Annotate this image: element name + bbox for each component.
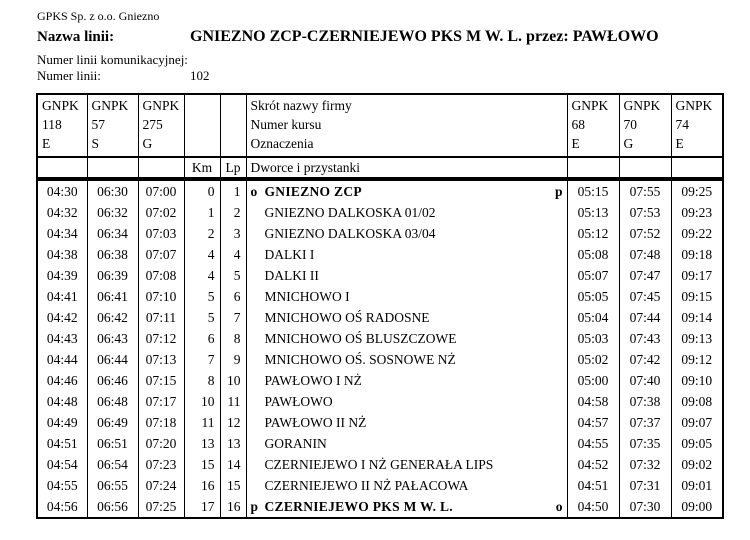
departure-time-cell: 04:39 <box>37 265 87 286</box>
table-row <box>37 223 723 244</box>
table-row <box>37 496 723 518</box>
departure-time-cell: 06:56 <box>87 496 138 518</box>
km-cell: 6 <box>184 328 220 349</box>
departure-time-cell: 06:34 <box>87 223 138 244</box>
km-cell: 4 <box>184 244 220 265</box>
km-cell: 4 <box>184 265 220 286</box>
departure-time-cell: 04:56 <box>37 496 87 518</box>
return-time-cell: 05:07 <box>567 265 619 286</box>
departure-time-cell: 06:39 <box>87 265 138 286</box>
departure-time-cell: 06:51 <box>87 433 138 454</box>
stop-cell <box>246 307 567 328</box>
line-number-value: 102 <box>190 68 210 83</box>
course-company: GNPK <box>571 98 609 113</box>
return-time-cell: 05:15 <box>567 180 619 202</box>
course-header-cell <box>671 94 723 157</box>
table-row <box>37 307 723 328</box>
km-cell: 7 <box>184 349 220 370</box>
stop-name: GNIEZNO ZCP <box>264 183 362 199</box>
course-number: 68 <box>571 117 585 132</box>
course-company: GNPK <box>675 98 713 113</box>
table-row <box>37 202 723 223</box>
departure-time-cell: 06:30 <box>87 180 138 202</box>
km-cell: 10 <box>184 391 220 412</box>
departure-time-cell: 06:42 <box>87 307 138 328</box>
departure-time-cell: 06:48 <box>87 391 138 412</box>
departure-time-cell: 07:08 <box>138 265 184 286</box>
stop-name: MNICHOWO OŚ. SOSNOWE NŻ <box>264 351 456 367</box>
return-time-cell: 07:31 <box>619 475 671 496</box>
lp-cell: 15 <box>220 475 246 496</box>
departure-time-cell: 07:03 <box>138 223 184 244</box>
table-row <box>37 244 723 265</box>
departure-time-cell: 06:49 <box>87 412 138 433</box>
course-no-label: Numer kursu <box>250 117 322 132</box>
stop-cell <box>246 265 567 286</box>
return-time-cell: 09:14 <box>671 307 723 328</box>
origin-marker: p <box>250 498 259 514</box>
departure-time-cell: 07:00 <box>138 180 184 202</box>
return-time-cell: 09:08 <box>671 391 723 412</box>
stop-cell <box>246 180 567 202</box>
stop-name: MNICHOWO OŚ RADOSNE <box>264 309 430 325</box>
return-time-cell: 05:08 <box>567 244 619 265</box>
stop-cell <box>246 454 567 475</box>
departure-time-cell: 06:43 <box>87 328 138 349</box>
line-name-label: Nazwa linii: <box>37 29 115 45</box>
return-time-cell: 05:05 <box>567 286 619 307</box>
return-time-cell: 09:15 <box>671 286 723 307</box>
stop-cell <box>246 349 567 370</box>
return-time-cell: 07:55 <box>619 180 671 202</box>
departure-time-cell: 07:02 <box>138 202 184 223</box>
lp-cell: 4 <box>220 244 246 265</box>
return-time-cell: 05:04 <box>567 307 619 328</box>
km-cell: 17 <box>184 496 220 518</box>
departure-time-cell: 07:15 <box>138 370 184 391</box>
lp-cell: 11 <box>220 391 246 412</box>
stop-cell <box>246 496 567 518</box>
lp-cell: 12 <box>220 412 246 433</box>
table-row <box>37 391 723 412</box>
return-time-cell: 09:25 <box>671 180 723 202</box>
stop-cell <box>246 433 567 454</box>
course-company: GNPK <box>42 98 79 113</box>
line-name-value: GNIEZNO ZCP-CZERNIEJEWO PKS M W. L. przez: PAWŁOWO <box>190 28 659 45</box>
stop-name: GNIEZNO DALKOSKA 01/02 <box>264 204 436 220</box>
table-row <box>37 475 723 496</box>
km-cell: 16 <box>184 475 220 496</box>
course-company: GNPK <box>142 98 180 113</box>
return-time-cell: 05:13 <box>567 202 619 223</box>
departure-time-cell: 06:32 <box>87 202 138 223</box>
departure-time-cell: 06:41 <box>87 286 138 307</box>
return-time-cell: 07:37 <box>619 412 671 433</box>
return-time-cell: 05:02 <box>567 349 619 370</box>
departure-time-cell: 07:23 <box>138 454 184 475</box>
line-number-label: Numer linii: <box>37 68 101 83</box>
course-mark: E <box>42 136 51 151</box>
header-table <box>36 93 724 179</box>
course-company: GNPK <box>623 98 661 113</box>
stop-name: CZERNIEJEWO PKS M W. L. <box>264 498 453 514</box>
return-time-cell: 04:58 <box>567 391 619 412</box>
departure-time-cell: 07:17 <box>138 391 184 412</box>
timetable <box>36 179 724 519</box>
return-time-cell: 07:53 <box>619 202 671 223</box>
origin-marker: o <box>250 183 258 199</box>
stop-name: GNIEZNO DALKOSKA 03/04 <box>264 225 436 241</box>
course-mark: E <box>675 136 684 151</box>
departure-time-cell: 07:07 <box>138 244 184 265</box>
return-time-cell: 07:38 <box>619 391 671 412</box>
timetable-body <box>37 180 723 518</box>
table-row <box>37 180 723 202</box>
course-header-cell <box>37 94 87 157</box>
course-number: 70 <box>623 117 637 132</box>
course-header-cell <box>138 94 184 157</box>
empty-cell <box>184 94 220 157</box>
comm-line-label: Numer linii komunikacyjnej: <box>37 52 188 67</box>
lp-cell: 2 <box>220 202 246 223</box>
stop-name: CZERNIEJEWO I NŻ GENERAŁA LIPS <box>264 456 494 472</box>
empty-cell <box>619 157 671 178</box>
stop-cell <box>246 391 567 412</box>
return-time-cell: 07:35 <box>619 433 671 454</box>
departure-time-cell: 04:48 <box>37 391 87 412</box>
km-cell: 15 <box>184 454 220 475</box>
lp-cell: 7 <box>220 307 246 328</box>
departure-time-cell: 04:34 <box>37 223 87 244</box>
return-time-cell: 07:44 <box>619 307 671 328</box>
stop-cell <box>246 475 567 496</box>
return-time-cell: 09:07 <box>671 412 723 433</box>
empty-cell <box>671 157 723 178</box>
lp-cell: 16 <box>220 496 246 518</box>
course-number: 57 <box>91 117 105 132</box>
departure-time-cell: 04:43 <box>37 328 87 349</box>
table-row <box>37 412 723 433</box>
stop-name: DALKI I <box>264 246 315 262</box>
return-time-cell: 09:23 <box>671 202 723 223</box>
departure-time-cell: 04:30 <box>37 180 87 202</box>
empty-cell <box>567 157 619 178</box>
return-time-cell: 04:55 <box>567 433 619 454</box>
lp-header: Lp <box>220 157 246 178</box>
km-cell: 5 <box>184 286 220 307</box>
empty-cell <box>220 94 246 157</box>
return-time-cell: 07:45 <box>619 286 671 307</box>
stop-cell <box>246 223 567 244</box>
lp-cell: 13 <box>220 433 246 454</box>
empty-cell <box>87 157 138 178</box>
departure-time-cell: 07:25 <box>138 496 184 518</box>
firm-abbrev-label: Skrót nazwy firmy <box>250 98 352 113</box>
stop-name: MNICHOWO OŚ BLUSZCZOWE <box>264 330 457 346</box>
return-time-cell: 04:57 <box>567 412 619 433</box>
course-mark: S <box>91 136 100 151</box>
km-cell: 8 <box>184 370 220 391</box>
departure-time-cell: 04:42 <box>37 307 87 328</box>
stop-name: MNICHOWO I <box>264 288 350 304</box>
departure-time-cell: 07:11 <box>138 307 184 328</box>
lp-cell: 6 <box>220 286 246 307</box>
lp-cell: 5 <box>220 265 246 286</box>
departure-time-cell: 07:10 <box>138 286 184 307</box>
course-header-cell <box>567 94 619 157</box>
km-cell: 0 <box>184 180 220 202</box>
return-time-cell: 07:43 <box>619 328 671 349</box>
departure-time-cell: 04:44 <box>37 349 87 370</box>
lp-cell: 9 <box>220 349 246 370</box>
center-header-cell <box>246 94 567 157</box>
stop-name: DALKI II <box>264 267 319 283</box>
company-name: GPKS Sp. z o.o. Gniezno <box>37 9 160 23</box>
return-time-cell: 09:00 <box>671 496 723 518</box>
return-time-cell: 07:47 <box>619 265 671 286</box>
lp-cell: 10 <box>220 370 246 391</box>
course-header-row <box>37 94 723 157</box>
return-time-cell: 09:01 <box>671 475 723 496</box>
departure-time-cell: 04:54 <box>37 454 87 475</box>
km-cell: 1 <box>184 202 220 223</box>
course-header-cell <box>87 94 138 157</box>
stop-name: CZERNIEJEWO II NŻ PAŁACOWA <box>264 477 469 493</box>
departure-time-cell: 04:51 <box>37 433 87 454</box>
km-cell: 2 <box>184 223 220 244</box>
lp-cell: 3 <box>220 223 246 244</box>
course-mark: E <box>571 136 580 151</box>
return-time-cell: 07:52 <box>619 223 671 244</box>
course-company: GNPK <box>91 98 129 113</box>
departure-time-cell: 06:55 <box>87 475 138 496</box>
departure-time-cell: 07:18 <box>138 412 184 433</box>
table-row <box>37 454 723 475</box>
stops-header: Dworce i przystanki <box>246 157 567 178</box>
return-time-cell: 04:52 <box>567 454 619 475</box>
empty-cell <box>37 157 87 178</box>
return-time-cell: 07:40 <box>619 370 671 391</box>
column-labels-row <box>37 157 723 178</box>
course-number: 118 <box>42 117 62 132</box>
departure-time-cell: 07:20 <box>138 433 184 454</box>
return-time-cell: 05:00 <box>567 370 619 391</box>
km-cell: 5 <box>184 307 220 328</box>
departure-time-cell: 06:54 <box>87 454 138 475</box>
course-number: 275 <box>142 117 163 132</box>
return-time-cell: 09:12 <box>671 349 723 370</box>
course-header-cell <box>619 94 671 157</box>
return-time-cell: 05:03 <box>567 328 619 349</box>
departure-time-cell: 06:38 <box>87 244 138 265</box>
departure-time-cell: 07:12 <box>138 328 184 349</box>
return-time-cell: 09:02 <box>671 454 723 475</box>
course-number: 74 <box>675 117 689 132</box>
table-row <box>37 286 723 307</box>
stop-cell <box>246 328 567 349</box>
lp-cell: 14 <box>220 454 246 475</box>
terminus-marker: o <box>555 498 563 514</box>
stop-cell <box>246 286 567 307</box>
departure-time-cell: 04:32 <box>37 202 87 223</box>
stop-cell <box>246 244 567 265</box>
table-row <box>37 265 723 286</box>
departure-time-cell: 04:49 <box>37 412 87 433</box>
departure-time-cell: 04:38 <box>37 244 87 265</box>
return-time-cell: 09:17 <box>671 265 723 286</box>
departure-time-cell: 06:46 <box>87 370 138 391</box>
stop-cell <box>246 202 567 223</box>
return-time-cell: 07:32 <box>619 454 671 475</box>
return-time-cell: 04:51 <box>567 475 619 496</box>
table-row <box>37 433 723 454</box>
return-time-cell: 09:22 <box>671 223 723 244</box>
stop-cell <box>246 370 567 391</box>
return-time-cell: 04:50 <box>567 496 619 518</box>
departure-time-cell: 07:13 <box>138 349 184 370</box>
stop-name: PAWŁOWO II NŻ <box>264 414 367 430</box>
lp-cell: 1 <box>220 180 246 202</box>
return-time-cell: 07:48 <box>619 244 671 265</box>
terminus-marker: p <box>554 183 563 199</box>
table-row <box>37 370 723 391</box>
departure-time-cell: 04:41 <box>37 286 87 307</box>
table-row <box>37 328 723 349</box>
course-mark: G <box>142 136 153 151</box>
return-time-cell: 09:13 <box>671 328 723 349</box>
course-mark: G <box>623 136 634 151</box>
stop-cell <box>246 412 567 433</box>
stop-name: PAWŁOWO I NŻ <box>264 372 362 388</box>
return-time-cell: 09:18 <box>671 244 723 265</box>
departure-time-cell: 07:24 <box>138 475 184 496</box>
return-time-cell: 09:10 <box>671 370 723 391</box>
return-time-cell: 09:05 <box>671 433 723 454</box>
km-header: Km <box>184 157 220 178</box>
km-cell: 11 <box>184 412 220 433</box>
departure-time-cell: 06:44 <box>87 349 138 370</box>
stop-name: PAWŁOWO <box>264 393 333 409</box>
km-cell: 13 <box>184 433 220 454</box>
table-row <box>37 349 723 370</box>
lp-cell: 8 <box>220 328 246 349</box>
return-time-cell: 07:30 <box>619 496 671 518</box>
departure-time-cell: 04:55 <box>37 475 87 496</box>
return-time-cell: 05:12 <box>567 223 619 244</box>
return-time-cell: 07:42 <box>619 349 671 370</box>
departure-time-cell: 04:46 <box>37 370 87 391</box>
stop-name: GORANIN <box>264 435 327 451</box>
designations-label: Oznaczenia <box>250 136 314 151</box>
empty-cell <box>138 157 184 178</box>
